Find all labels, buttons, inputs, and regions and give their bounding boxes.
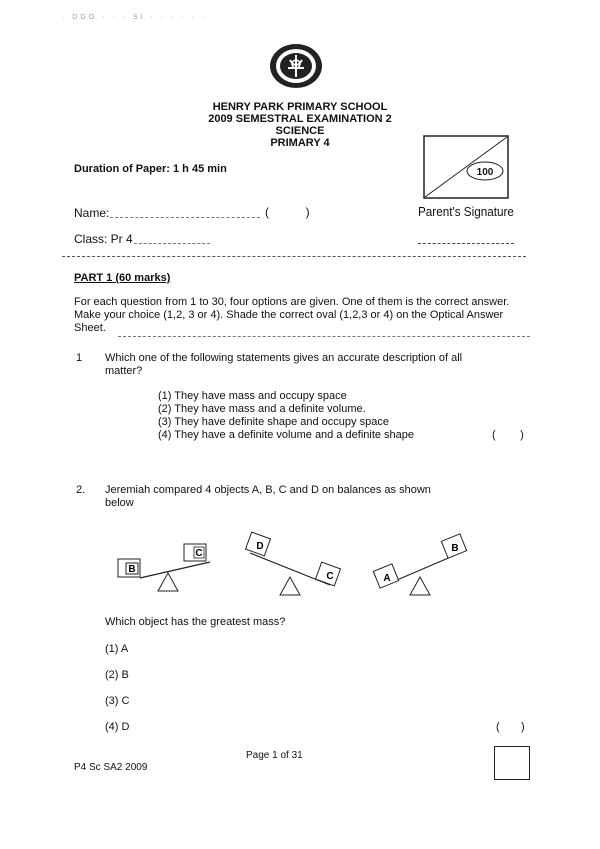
balance-1-right-label: C [195,548,203,559]
marks-box [494,746,530,780]
name-label: Name: [74,206,110,220]
signature-line[interactable] [418,243,514,244]
name-field[interactable] [110,217,260,218]
register-number-brackets[interactable]: ( ) [265,205,310,219]
question-1-option-4: (4) They have a definite volume and a definite shape [158,429,415,441]
header-divider [62,256,526,257]
question-2-prompt: Which object has the greatest mass? [105,616,286,628]
question-1-option-3: (3) They have definite shape and occupy space [158,416,389,428]
exam-title: 2009 SEMESTRAL EXAMINATION 2 [208,113,392,125]
question-2-option-1: (1) A [105,643,129,655]
balance-1 [118,544,210,591]
balance-1-left-label: B [128,564,136,575]
balance-3 [373,534,466,595]
duration-label: Duration of Paper: 1 h 45 min [74,163,227,175]
balance-2-left-label: D [256,541,264,552]
school-crest-logo [268,42,324,90]
page-number: Page 1 of 31 [246,750,303,761]
question-2-option-2: (2) B [105,669,129,681]
question-1-text: Which one of the following statements gives an accurate description of all matter? [105,352,463,377]
level-title: PRIMARY 4 [270,137,330,149]
question-2-number: 2. [76,484,86,496]
balance-3-right-label: B [451,543,459,554]
question-1-option-2: (2) They have mass and a definite volume. [158,403,366,415]
part1-instructions: For each question from 1 to 30, four options are given. One of them is the correct answer. Make your choice (1,2, 3 or 4). Shade the correct oval (1,2,3 or 4) on the Optical Answer Sheet. [74,296,510,334]
score-total: 100 [476,167,494,178]
score-box [423,135,509,199]
question-2-text: Jeremiah compared 4 objects A, B, C and D on balances as shown below [105,484,431,509]
school-name: HENRY PARK PRIMARY SCHOOL [212,101,388,113]
scan-header-marks: · DGO · · · SI · · · · · · [62,14,208,21]
question-2-option-4: (4) D [105,721,130,733]
balance-2 [246,532,341,595]
question-1-option-1: (1) They have mass and occupy space [158,390,347,402]
question-2-answer-brackets[interactable]: ( ) [496,721,525,733]
part1-title: PART 1 (60 marks) [74,272,171,284]
class-label: Class: Pr 4 [74,232,133,246]
subject-title: SCIENCE [275,125,325,137]
balance-2-right-label: C [326,571,334,582]
balances-diagram [100,525,480,605]
class-field[interactable] [134,243,210,244]
instructions-divider [118,336,530,337]
balance-3-left-label: A [383,573,391,584]
paper-code: P4 Sc SA2 2009 [74,762,148,773]
parents-signature-label: Parent's Signature [418,204,514,219]
question-1-number: 1 [76,352,83,364]
question-1-answer-brackets[interactable]: ( ) [492,429,524,441]
question-2-option-3: (3) C [105,695,130,707]
